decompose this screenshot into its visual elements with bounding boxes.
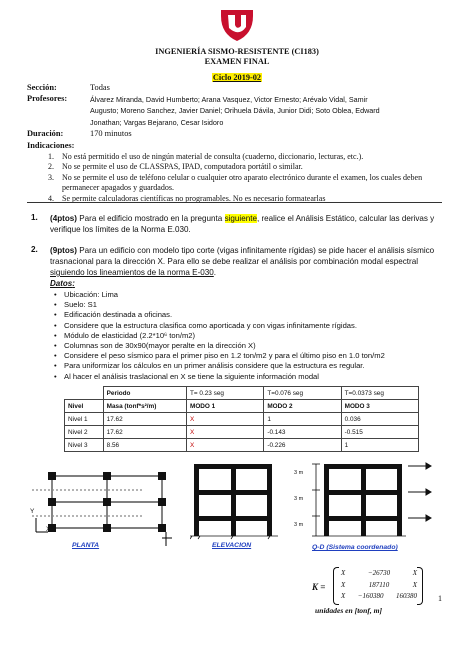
table-cell: -0.143	[264, 426, 341, 439]
axis-y-label: Y	[30, 508, 35, 515]
bullet-item: • Considere que la estructura clasifica como aporticada y con vigas infinitamente rígidas.	[50, 321, 454, 331]
bullet-item: • Considere el peso sísmico para el primer piso en 1.2 ton/m2 y para el último piso en 1.0 ton/m2	[50, 351, 454, 361]
table-cell: T=0.0373 seg	[341, 387, 418, 400]
indication-item: 1. No está permitido el uso de ningún material de consulta (cuaderno, diccionario, lecturas, etc.).	[48, 152, 364, 161]
duration-label: Duración:	[27, 129, 64, 138]
qd-dim-label: 3 m	[294, 522, 304, 528]
question-1-text: (4ptos) Para el edificio mostrado en la pregunta siguiente, realice el Análisis Estático, calcular las derivas y verifique los límites de la Norma E.030.	[50, 214, 435, 234]
table-cell: MODO 2	[264, 400, 341, 413]
table-row	[65, 400, 419, 413]
table-cell: Nivel	[65, 400, 104, 413]
qd-dim-label: 3 m	[294, 470, 304, 476]
indication-item: 3. No se permite el uso de teléfono celular o cualquier otro aparato electrónico durante el examen, los cuales deben permanecer apagados y guardados.	[48, 172, 423, 193]
elevacion-caption: ELEVACION	[212, 542, 252, 549]
bullet-item: • Para uniformizar los cálculos en un primer análisis considere que la estructura es regular.	[50, 361, 454, 371]
indications-list	[48, 152, 453, 204]
table-cell: 1	[264, 413, 341, 426]
table-cell: Periodo	[103, 387, 186, 400]
professors-line: Augusto; Moreno Sanchez, Javier Daniel; Orihuela Dávila, Junior Didi; Soto Oblea, Edward	[90, 106, 380, 116]
qd-caption: Q-D (Sistema coordenado)	[312, 544, 398, 551]
question-1-number: 1.	[31, 213, 38, 222]
table-row	[65, 413, 419, 426]
exam-cycle: Ciclo 2019-02	[212, 73, 262, 82]
professors-label: Profesores:	[27, 94, 68, 103]
matrix-label: K =	[312, 582, 326, 592]
question-2-text: (9ptos) Para un edificio con modelo tipo corte (vigas infinitamente rígidas) se pide hacer el análisis sísmico trasnacional para la dirección X. Para ello se debe realizar el análisis por combinación modal espectral siguiendo los lineamientos de la norma E-030.	[50, 246, 435, 277]
table-cell: T= 0.23 seg	[187, 387, 264, 400]
table-cell: Nivel 2	[65, 426, 104, 439]
table-cell: X	[187, 439, 264, 452]
exam-subtitle: EXAMEN FINAL	[204, 57, 270, 66]
planta-figure	[22, 462, 177, 550]
table-cell: Nivel 3	[65, 439, 104, 452]
table-row	[65, 387, 419, 400]
professors-line: Álvarez Miranda, David Humberto; Arana Vasquez, Victor Ernesto; Arévalo Vidal, Samir	[90, 95, 368, 104]
bullet-item: • Al hacer el análisis traslacional en X se tiene la siguiente información modal	[50, 372, 454, 382]
qd-dim-label: 3 m	[294, 496, 304, 502]
exam-title: INGENIERÍA SISMO-RESISTENTE (CI183)	[155, 47, 319, 56]
table-cell: 17.62	[103, 413, 186, 426]
matrix-row: X −26730 X	[341, 569, 417, 577]
section-value: Todas	[90, 83, 110, 92]
table-row	[65, 426, 419, 439]
table-row	[65, 439, 419, 452]
table-cell: 8.56	[103, 439, 186, 452]
table-cell: 1	[341, 439, 418, 452]
university-logo	[215, 6, 259, 44]
table-cell: -0.515	[341, 426, 418, 439]
table-cell: X	[187, 426, 264, 439]
professors-list	[90, 94, 450, 128]
header-divider	[27, 202, 442, 203]
planta-caption: PLANTA	[72, 542, 100, 549]
professors-line: Jonathan; Vargas Bejarano, Cesar Isidoro	[90, 117, 224, 127]
bullet-item: • Módulo de elasticidad (2.2*10⁶ ton/m2)	[50, 331, 454, 341]
bullet-item: • Suelo: S1	[50, 300, 454, 310]
axis-x-label: X	[46, 526, 51, 533]
table-cell: Nivel 1	[65, 413, 104, 426]
bullet-item: • Ubicación: Lima	[50, 290, 454, 300]
table-cell	[65, 387, 104, 400]
table-cell: X	[187, 413, 264, 426]
table-cell: T=0.076 seg	[264, 387, 341, 400]
table-cell: 0.036	[341, 413, 418, 426]
modal-table	[64, 386, 419, 452]
data-bullets	[50, 290, 454, 382]
elevacion-figure	[190, 458, 278, 542]
table-cell: Masa (tonf*s²/m)	[103, 400, 186, 413]
duration-value: 170 minutos	[90, 129, 132, 138]
matrix-row: X −160380 160380	[341, 592, 417, 600]
stiffness-matrix	[333, 567, 423, 605]
question-2-number: 2.	[31, 245, 38, 254]
page-number: 1	[438, 594, 442, 603]
indications-label: Indicaciones:	[27, 141, 75, 150]
table-cell: 17.62	[103, 426, 186, 439]
matrix-units: unidades en [tonf, m]	[315, 606, 383, 615]
matrix-row: X 187110 X	[341, 580, 417, 589]
table-cell: MODO 1	[187, 400, 264, 413]
indication-item: 2. No se permite el uso de CLASSPAS, IPAD, computadora portátil o similar.	[48, 162, 303, 172]
datos-label: Datos:	[50, 279, 75, 288]
bullet-item: • Edificación destinada a oficinas.	[50, 310, 454, 320]
table-cell: -0.226	[264, 439, 341, 452]
indication-item: 4. Se permite calculadoras científicas no programables. No es necesario formatearlas	[48, 193, 326, 203]
qd-figure	[290, 456, 440, 544]
bullet-item: • Columnas son de 30x90(mayor peralte en la dirección X)	[50, 341, 454, 351]
table-cell: MODO 3	[341, 400, 418, 413]
section-label: Sección:	[27, 83, 57, 92]
